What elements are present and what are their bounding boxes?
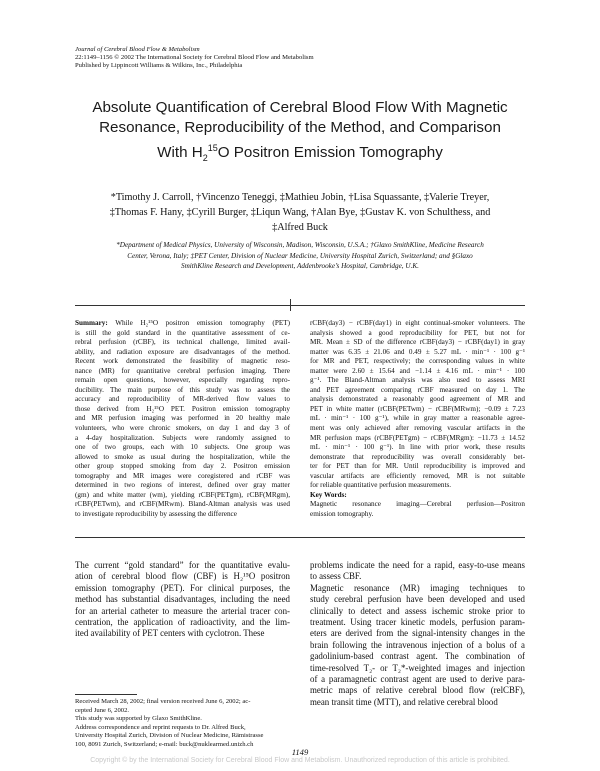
page-number: 1149 <box>291 747 309 757</box>
journal-volume-line: 22:1149–1156 © 2002 The International Society for Cerebral Blood Flow and Metabolism <box>75 54 314 62</box>
abstract-line: and MR perfusion imaging was performed in 20 healthy male <box>75 414 290 423</box>
author-list <box>60 190 540 235</box>
abstract-line: tomography and MR images were coregistered and rCBF was <box>75 471 290 480</box>
abstract-line: remain open questions, however, especially regarding repro- <box>75 376 290 385</box>
abstract-line: matter were 2.60 ± 15.64 and −1.14 ± 4.16 mL · min⁻¹ · 100 <box>310 366 525 375</box>
authors-line-1: *Timothy J. Carroll, †Vincenzo Teneggi, ‡Mathieu Jobin, †Lisa Squassante, ‡Valerie Treyer, <box>110 192 490 203</box>
abstract-line: MR perfusion maps (rCBF(PETgm) − rCBF(MRgm): −11.73 ± 14.52 <box>310 433 525 442</box>
abstract-right-column <box>310 319 525 519</box>
article-title <box>60 98 540 168</box>
body-text-line: of a paramagnetic contrast agent are used to derive para- <box>310 674 525 685</box>
copyright-watermark: Copyright © by the International Society for Cerebral Blood Flow and Metabolism. Unauthorized reproduction of this article is prohibited. <box>90 757 510 764</box>
footnote-line: Received March 28, 2002; final version received June 6, 2002; ac- <box>75 698 251 705</box>
abstract-bottom-rule <box>75 537 525 538</box>
abstract-line: ter for PET than for MR. Until reproducibility is improved and <box>310 462 525 471</box>
body-text-line: gadolinium-based contrast agent. The combination of <box>310 651 525 662</box>
abstract-line: demonstrate that reproducibility was overall considerably bet- <box>310 452 525 461</box>
abstract-line: for MR and PET, respectively; the corresponding values in white <box>310 357 525 366</box>
abstract-line: to investigate reproducibility by assessing the difference <box>75 509 237 518</box>
abstract-line: ducibility. The main purpose of this study was to assess the <box>75 385 290 394</box>
authors-line-3: ‡Alfred Buck <box>272 222 328 233</box>
abstract-line: mL · min⁻¹ · 100 g⁻¹), while in gray matter a reasonable agree- <box>310 414 525 423</box>
body-text-line: for an arterial catheter to measure the arterial tracer con- <box>75 605 290 616</box>
abstract-heading: Summary: <box>75 319 108 327</box>
body-text-line: clinically to detect and assess ischemic stroke prior to <box>310 605 525 616</box>
body-text-line: mean transit time (MTT), and relative cerebral blood <box>310 696 498 707</box>
body-text-line: centration, the application of radioactivity, and the lim- <box>75 617 290 628</box>
journal-name: Journal of Cerebral Blood Flow & Metabolism <box>75 46 200 53</box>
abstract-line: volunteers, who were chronic smokers, on day 1 and day 3 of <box>75 424 290 433</box>
abstract-line: determined in two regions of interest, defined over gray matter <box>75 481 290 490</box>
footnote-line: cepted June 6, 2002. <box>75 706 130 714</box>
body-text-line: Magnetic resonance (MR) imaging techniques to <box>310 582 525 593</box>
journal-publisher-line: Published by Lippincott Williams & Wilkins, Inc., Philadelphia <box>75 62 243 70</box>
body-text-line: emission tomography (PET). For clinical purposes, the <box>75 582 290 593</box>
abstract-line: is still the gold standard in the quantitative assessment of ce- <box>75 328 290 337</box>
abstract-line: MR. Mean ± SD of the difference rCBF(day3) − rCBF(day1) in gray <box>310 338 525 347</box>
body-text-line: eters are derived from the signal-intensity changes in the <box>310 628 525 639</box>
title-line-1: Absolute Quantification of Cerebral Blood Flow With Magnetic <box>92 99 508 116</box>
footnote-line: This study was supported by Glaxo SmithKline. <box>75 715 202 723</box>
abstract-top-rule <box>75 305 525 306</box>
body-text-line: metric maps of relative cerebral blood flow (relCBF), <box>310 685 525 696</box>
affiliation-line-1: *Department of Medical Physics, University of Wisconsin, Madison, Wisconsin, U.S.A.; †Glaxo SmithKline, Medicine Research <box>116 241 484 249</box>
body-text-line: The current “gold standard” for the quantitative evalu- <box>75 560 290 570</box>
abstract-line: (gm) and white matter (wm), yielding rCBF(PETgm), rCBF(MRgm), <box>75 490 290 499</box>
abstract-line: nance (MR) for quantitative cerebral perfusion imaging. There <box>75 366 290 375</box>
abstract-line: other group stopped smoking from day 2. Positron emission <box>75 462 290 471</box>
abstract-divider-tick <box>290 299 291 311</box>
title-line-2: Resonance, Reproducibility of the Method, and Comparison <box>99 119 501 136</box>
footnote-line: University Hospital Zurich, Division of Nuclear Medicine, Rämistrasse <box>75 732 264 740</box>
affiliation-line-2: Center, Verona, Italy; ‡PET Center, Division of Nuclear Medicine, University Hospital Zurich, Switzerland; and §Glaxo <box>127 251 473 260</box>
body-text-line: problems indicate the need for a rapid, easy-to-use means <box>310 560 525 570</box>
abstract-line: allowed to smoke as usual during the hospitalization, while the <box>75 452 290 461</box>
abstract-line: a 4-day hospitalization. Subjects were randomly assigned to <box>75 433 290 442</box>
abstract-line: those derived from H₂¹⁵O PET. Positron emission tomography <box>75 404 290 413</box>
body-left-column <box>75 560 290 640</box>
abstract-line: ment was only achieved after removing vascular artifacts in the <box>310 424 525 433</box>
body-text-line: method has substantial disadvantages, including the need <box>75 594 290 605</box>
affiliations <box>75 240 525 272</box>
title-superscript: 15 <box>207 143 218 153</box>
abstract-line: analysis demonstrated a reasonably good agreement of MR and <box>310 395 525 404</box>
abstract-line: one of two groups, each with 10 subjects. One group was <box>75 443 290 452</box>
body-text-line: ited availability of PET centers with cyclotron. These <box>75 628 265 639</box>
abstract-line: rCBF(PETwm), and rCBF(MRwm). Bland-Altman analysis was used <box>75 500 290 509</box>
abstract-line: analysis showed a good reproducibility for PET, but not for <box>310 328 525 337</box>
abstract-line: ability, and radiation exposure are disadvantages of the method. <box>75 347 290 356</box>
body-text-line: time-resolved T₂- or T₂*-weighted images and injection <box>310 662 525 673</box>
authors-line-2: ‡Thomas F. Hany, ‡Cyrill Burger, ‡Liqun Wang, †Alan Bye, ‡Gustav K. von Schulthess, and <box>109 207 491 218</box>
abstract-line: and PET agreement comparing rCBF measured on day 1. The <box>310 385 525 394</box>
title-line-3-pre: With H <box>157 144 203 162</box>
abstract-line: PET in white matter (rCBF(PETwm) − rCBF(MRwm); −0.09 ± 7.23 <box>310 404 525 413</box>
body-right-column <box>310 560 525 708</box>
abstract-line: rebral perfusion (rCBF), its technical challenge, limited avail- <box>75 338 290 347</box>
abstract-line: Key Words: <box>310 490 347 499</box>
body-text-line: ation of cerebral blood flow (CBF) is H₂¹⁵O positron <box>75 571 290 582</box>
abstract-line: rCBF(day3) − rCBF(day1) in eight continual-smoker volunteers. The <box>310 319 525 327</box>
abstract-line: vascular artifacts are efficiently removed, MR is not suitable <box>310 471 525 480</box>
abstract-line: for reliable quantitative perfusion measurements. <box>310 481 452 490</box>
footnotes <box>75 698 290 750</box>
title-subscript: 2 <box>202 153 208 164</box>
abstract-line: accuracy and reproducibility of MR-derived flow values to <box>75 395 290 404</box>
body-text-line: treatment. Using tracer kinetic models, perfusion param- <box>310 617 525 628</box>
abstract-line: Magnetic resonance imaging—Cerebral perfusion—Positron <box>310 500 525 509</box>
abstract-line: matter was 6.35 ± 21.06 and 0.49 ± 5.27 mL · min⁻¹ · 100 g⁻¹ <box>310 347 525 356</box>
abstract-line: mL · min⁻¹ · 100 g⁻¹). In line with prior work, these results <box>310 443 525 452</box>
body-text-line: brain following the intravenous injection of a bolus of a <box>310 639 525 650</box>
abstract-line: Recent work demonstrated the feasibility of magnetic reso- <box>75 357 290 366</box>
body-text-line: study cerebral perfusion have been developed and used <box>310 594 525 605</box>
affiliation-line-3: SmithKline Research and Development, Addenbrooke’s Hospital, Cambridge, U.K. <box>181 262 419 270</box>
abstract-line: g⁻¹. The Bland-Altman analysis was also used to assess MRI <box>310 376 525 385</box>
title-line-3-post: O Positron Emission Tomography <box>217 144 443 162</box>
footnote-rule <box>75 694 137 695</box>
footnote-line: 100, 8091 Zurich, Switzerland; e-mail: buck@nuklearmed.unizh.ch <box>75 740 254 748</box>
body-text-line: to assess CBF. <box>310 571 362 582</box>
footnote-line: Address correspondence and reprint requests to Dr. Alfred Buck, <box>75 723 246 731</box>
abstract-left-column <box>75 319 290 519</box>
journal-header <box>75 46 535 71</box>
title-line-3 <box>60 138 540 168</box>
abstract-line: emission tomography. <box>310 509 374 518</box>
abstract-line: Summary: While H₂¹⁵O positron emission tomography (PET) <box>75 319 290 327</box>
